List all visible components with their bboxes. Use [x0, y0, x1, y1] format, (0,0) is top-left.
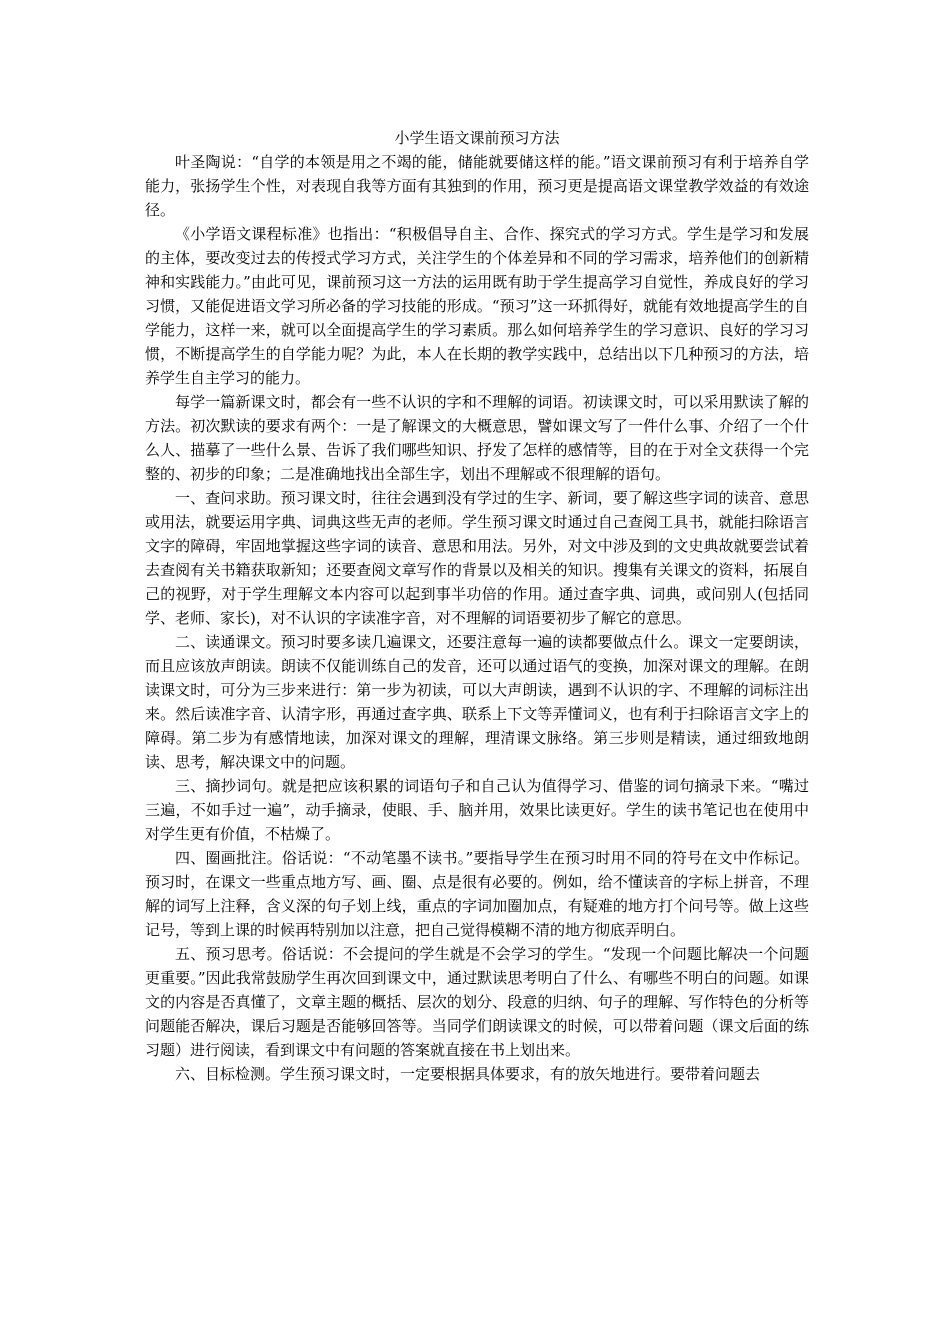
document-title: 小学生语文课前预习方法 — [394, 129, 560, 147]
paragraph-method-2: 二、读通课文。预习时要多读几遍课文，还要注意每一遍的读都要做点什么。课文一定要朗读，而且应该放声朗读。朗读不仅能训练自己的发音，还可以通过语气的变换，加深对课文的理解。在朗读课文时，可分为三步来进行：第一步为初读，可以大声朗读，遇到不认识的字、不理解的词标注出来。然后读准字音、认清字形，再通过查字典、联系上下文等弄懂词义，也有利于扫除语言文字上的障碍。第二步为有感情地读，加深对课文的理解，理清课文脉络。第三步则是精读，通过细致地朗读、思考，解决课文中的问题。 — [145, 633, 809, 771]
paragraph-method-1: 一、查问求助。预习课文时，往往会遇到没有学过的生字、新词，要了解这些字词的读音、意思或用法，就要运用字典、词典这些无声的老师。学生预习课文时通过自己查阅工具书，就能扫除语言文字的障碍，牢固地掌握这些字词的读音、意思和用法。另外，对文中涉及到的文史典故就要尝试着去查阅有关书籍获取新知；还要查阅文章写作的背景以及相关的知识。搜集有关课文的资料，拓展自己的视野，对于学生理解文本内容可以起到事半功倍的作用。通过查字典、词典，或问别人(包括同学、老师、家长)，对不认识的字读准字音，对不理解的词语要初步了解它的意思。 — [145, 489, 809, 627]
paragraph-method-4: 四、圈画批注。俗话说：“不动笔墨不读书。”要指导学生在预习时用不同的符号在文中作标记。预习时，在课文一些重点地方写、画、圈、点是很有必要的。例如，给不懂读音的字标上拼音，不理解的词写上注释，含义深的句子划上线，重点的字词加圈加点，有疑难的地方打个问号等。做上这些记号，等到上课的时候再特别加以注意，把自己觉得模糊不清的地方彻底弄明白。 — [145, 849, 809, 939]
paragraph-method-6: 六、目标检测。学生预习课文时，一定要根据具体要求，有的放矢地进行。要带着问题去 — [175, 1065, 761, 1083]
paragraph-method-5: 五、预习思考。俗话说：不会提问的学生就是不会学习的学生。“发现一个问题比解决一个问题更重要。”因此我常鼓励学生再次回到课文中，通过默读思考明白了什么、有哪些不明白的问题。如课文的内容是否真懂了，文章主题的概括、层次的划分、段意的归纳、句子的理解、写作特色的分析等问题能否解决，课后习题是否能够回答等。当同学们朗读课文的时候，可以带着问题（课文后面的练习题）进行阅读，看到课文中有问题的答案就直接在书上划出来。 — [145, 945, 809, 1059]
paragraph-curriculum-standard: 《小学语文课程标准》也指出：“积极倡导自主、合作、探究式的学习方式。学生是学习和发展的主体，要改变过去的传授式学习方式，关注学生的个体差异和不同的学习需求，培养他们的创新精神和实践能力。”由此可见，课前预习这一方法的运用既有助于学生提高学习自觉性，养成良好的学习习惯，又能促进语文学习所必备的学习技能的形成。“预习”这一环抓得好，就能有效地提高学生的自学能力，这样一来，就可以全面提高学生的学习素质。那么如何培养学生的学习意识、良好的学习习惯，不断提高学生的自学能力呢？为此，本人在长期的教学实践中，总结出以下几种预习的方法，培养学生自主学习的能力。 — [145, 225, 809, 387]
document-page — [145, 126, 809, 1086]
paragraph-method-3: 三、摘抄词句。就是把应该积累的词语句子和自己认为值得学习、借鉴的词句摘录下来。“嘴过三遍，不如手过一遍”，动手摘录，使眼、手、脑并用，效果比读更好。学生的读书笔记也在使用中对学生更有价值，不枯燥了。 — [145, 777, 809, 843]
paragraph-silent-reading: 每学一篇新课文时，都会有一些不认识的字和不理解的词语。初读课文时，可以采用默读了解的方法。初次默读的要求有两个：一是了解课文的大概意思，譬如课文写了一件什么事、介绍了一个什么人、描摹了一些什么景、告诉了我们哪些知识、抒发了怎样的感情等，目的在于对全文获得一个完整的、初步的印象；二是准确地找出全部生字，划出不理解或不很理解的语句。 — [145, 393, 809, 483]
paragraph-intro-quote: 叶圣陶说：“自学的本领是用之不竭的能，储能就要储这样的能。”语文课前预习有利于培养自学能力，张扬学生个性，对表现自我等方面有其独到的作用，预习更是提高语文课堂教学效益的有效途径。 — [145, 153, 809, 219]
